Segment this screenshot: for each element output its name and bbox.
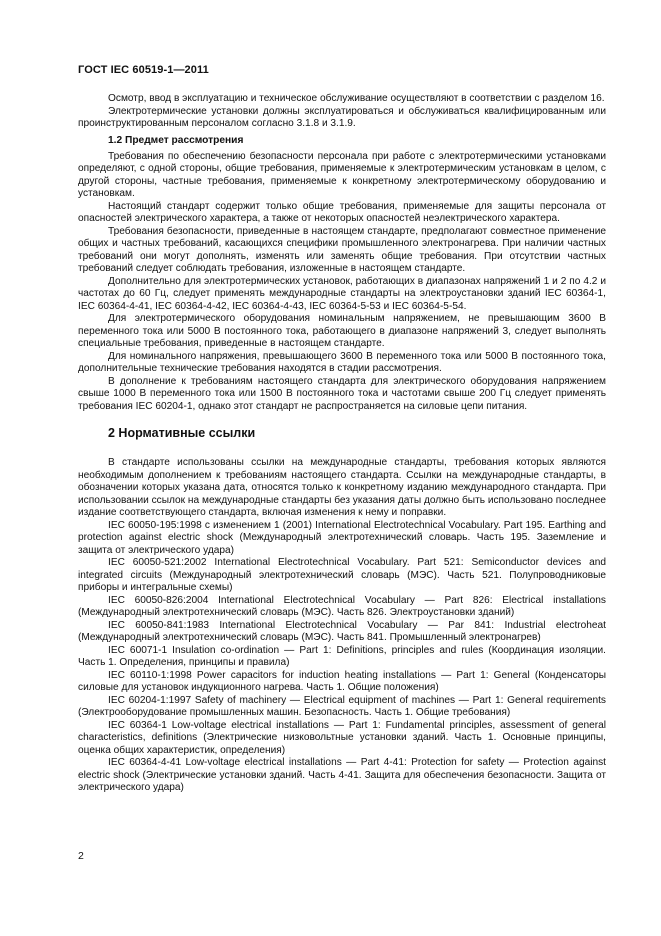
body-paragraph: В стандарте использованы ссылки на международные стандарты, требования которых являются необходимым дополнением к требованиям настоящего стандарта. Ссылки на международные стандарты, в обозначении которых указана дата, относятся только к конкретному изданию международного стандарта. При использовании ссылок на международные стандарты без указания даты должно быть использовано последнее издание соответствующего стандарта, включая изменения к нему и поправки. — [78, 457, 606, 518]
reference-item: IEC 60204-1:1997 Safety of machinery — Electrical equipment of machines — Part 1: General requirements (Электрооборудование промышленных машин. Безопасность. Часть 1. Общие требования) — [78, 694, 606, 718]
body-paragraph: Для электротермического оборудования номинальным напряжением, не превышающим 3600 В переменного тока или 5000 В постоянного тока, работающего в диапазоне напряжений 3, следует выполнять специальные требования, приведенные в настоящем стандарте. — [78, 313, 606, 349]
reference-item: IEC 60071-1 Insulation co-ordination — Part 1: Definitions, principles and rules (Координация изоляции. Часть 1. Определения, принципы и правила) — [78, 644, 606, 668]
section-heading-2: 2 Нормативные ссылки — [108, 426, 256, 440]
page-number: 2 — [78, 850, 84, 862]
body-paragraph: Для номинального напряжения, превышающего 3600 В переменного тока или 5000 В постоянного тока, дополнительные технические требования находятся в стадии рассмотрения. — [78, 350, 606, 374]
reference-item: IEC 60050-195:1998 с изменением 1 (2001) International Electrotechnical Vocabulary. Part 195. Earthing and protection against electric shock (Международный электротехнический словарь. Часть 195. Заземление и защита от электрического удара) — [78, 519, 606, 556]
reference-item: IEC 60050-841:1983 International Electrotechnical Vocabulary — Par 841: Industrial electroheat (Международный электротехнический словарь (МЭС). Часть 841. Промышленный электронагрев) — [78, 619, 606, 643]
reference-item: IEC 60364-1 Low-voltage electrical installations — Part 1: Fundamental principles, assessment of general characteristics, definitions (Электрические низковольтные установки зданий. Часть 1. Основные принципы, оценка общих характеристик, определения) — [78, 719, 606, 756]
body-paragraph: Дополнительно для электротермических установок, работающих в диапазонах напряжений 1 и 2 по 4.2 и частотах до 60 Гц, следует применять международные стандарты на электроустановки зданий IEC 60364-1, IEC 60364-4-41, IEC 60364-4-42, IEC 60364-4-43, IEC 60364-5-53 и IEC 60364-5-54. — [78, 275, 606, 312]
document-code-header: ГОСТ IEC 60519-1—2011 — [78, 64, 209, 76]
reference-item: IEC 60050-521:2002 International Electrotechnical Vocabulary. Part 521: Semiconductor devices and integrated circuits (Международный электротехнический словарь (МЭС). Часть 521. Полупроводниковые приборы и интегральные схемы) — [78, 557, 606, 593]
subsection-heading-1-2: 1.2 Предмет рассмотрения — [108, 134, 244, 146]
body-paragraph: Настоящий стандарт содержит только общие требования, применяемые для защиты персонала от опасностей электрического характера, а также от некоторых опасностей неэлектрического характера. — [78, 200, 606, 224]
body-paragraph: В дополнение к требованиям настоящего стандарта для электрического оборудования напряжением свыше 1000 В переменного тока или 1500 В постоянного тока и частотами свыше 200 Гц следует применять требования IEC 60204-1, однако этот стандарт не распространяется на силовые цепи питания. — [78, 375, 606, 412]
body-paragraph: Требования безопасности, приведенные в настоящем стандарте, предполагают совместное применение общих и частных требований, касающихся специфики промышленного электронагрева. При наличии частных требований они могут дополнять, изменять или заменять общие требования. При отсутствии частных требований следует соблюдать требования, изложенные в настоящем стандарте. — [78, 225, 606, 274]
body-paragraph: Электротермические установки должны эксплуатироваться и обслуживаться квалифицированным или проинструктированным персоналом согласно 3.1.8 и 3.1.9. — [78, 105, 606, 129]
reference-item: IEC 60364-4-41 Low-voltage electrical installations — Part 4-41: Protection for safety — Protection against electric shock (Электрические установки зданий. Часть 4-41. Защита для обеспечения безопасности. Защита от электрического удара) — [78, 757, 606, 793]
reference-item: IEC 60050-826:2004 International Electrotechnical Vocabulary — Part 826: Electrical installations (Международный электротехнический словарь (МЭС). Часть 826. Электроустановки зданий) — [78, 594, 606, 618]
reference-item: IEC 60110-1:1998 Power capacitors for induction heating installations — Part 1: General (Конденсаторы силовые для установок индукционного нагрева. Часть 1. Общие положения) — [78, 669, 606, 693]
body-paragraph: Осмотр, ввод в эксплуатацию и техническое обслуживание осуществляют в соответствии с разделом 16. — [108, 93, 605, 104]
body-paragraph: Требования по обеспечению безопасности персонала при работе с электротермическими установками определяют, с одной стороны, общие требования, применяемые к электротермическим установкам в целом, с другой стороны, частные требования, применяемые к конкретному электротермическому оборудованию и установкам. — [78, 150, 606, 199]
page-body — [78, 93, 606, 795]
